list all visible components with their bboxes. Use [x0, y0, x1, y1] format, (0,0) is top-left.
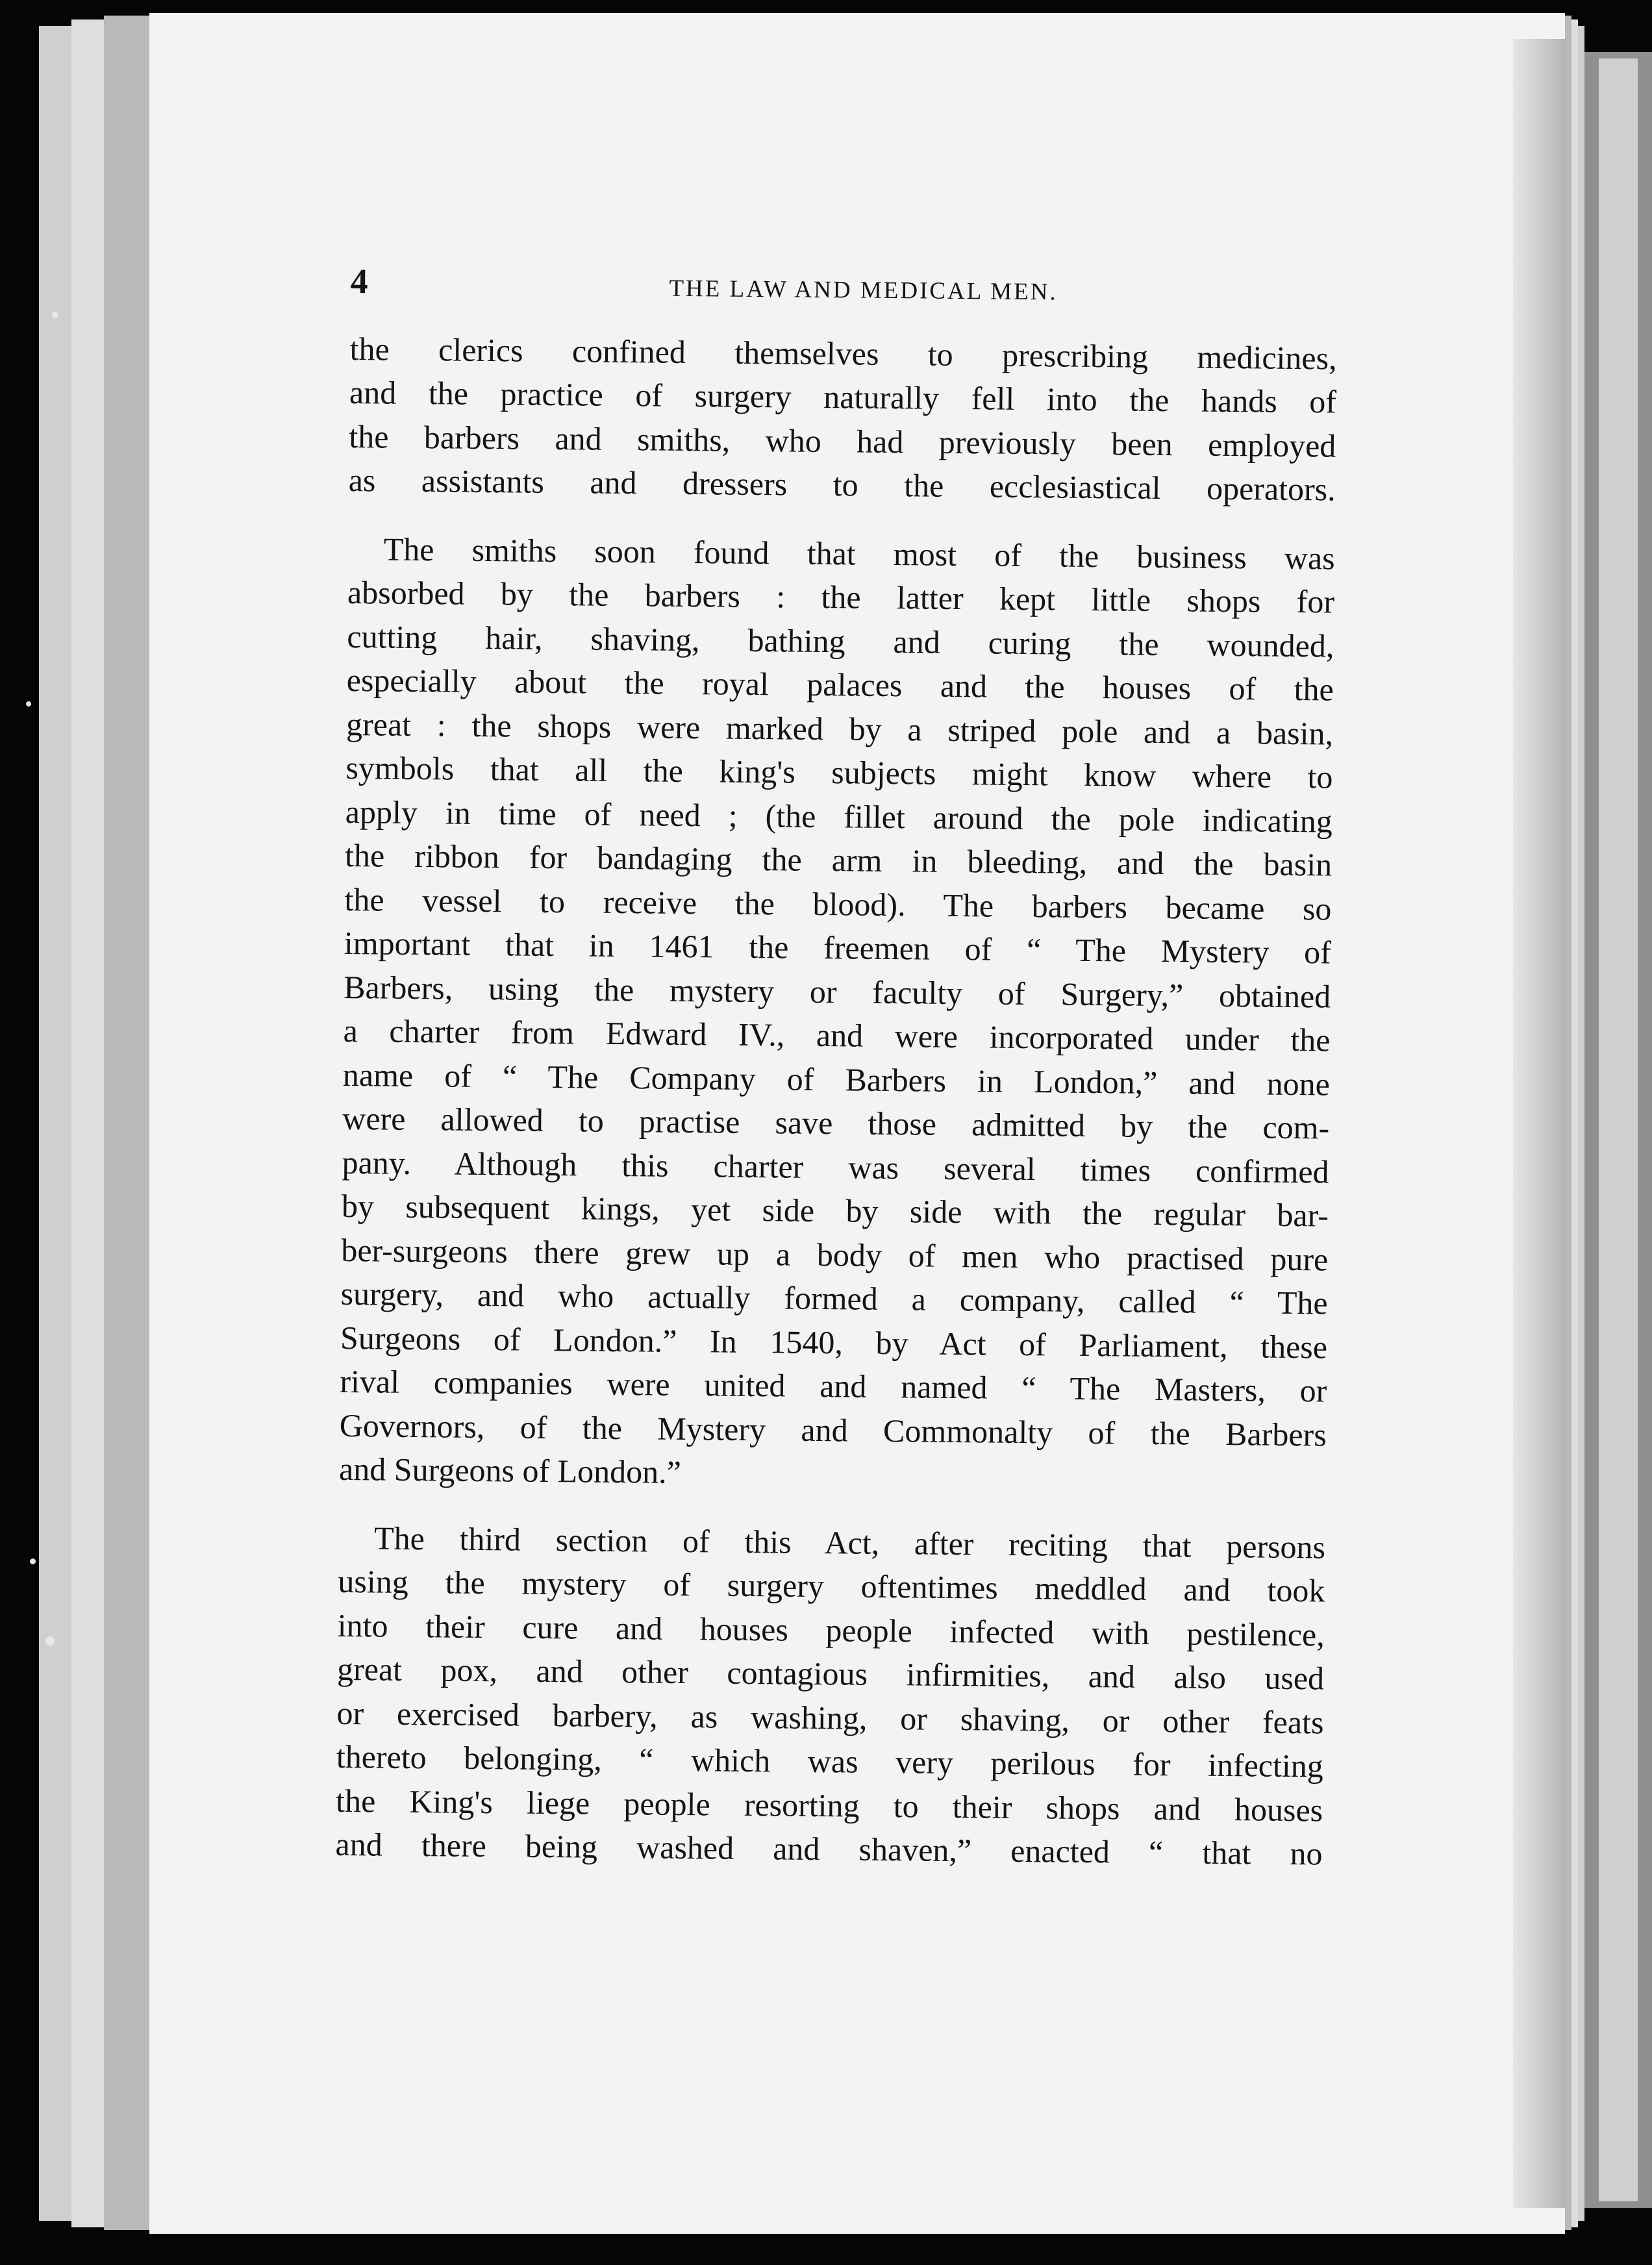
page-gutter-shadow: [1513, 39, 1565, 2208]
text-line: and Surgeons of London.”: [338, 1450, 682, 1490]
text-line: great : the shops were marked by a striped pole and a basin,: [345, 705, 1334, 752]
text-line: cutting hair, shaving, bathing and curing the wounded,: [347, 618, 1334, 664]
margin-speck: [30, 1558, 36, 1564]
text-line: name of “ The Company of Barbers in London,” and none: [342, 1056, 1331, 1103]
paragraph: [339, 527, 1335, 1501]
text-line: Surgeons of London.” In 1540, by Act of Parliament, these: [340, 1319, 1328, 1366]
text-line: the clerics confined themselves to prescribing medicines,: [349, 330, 1337, 377]
margin-speck: [52, 312, 58, 318]
text-line: apply in time of need ; (the fillet around the pole indicating: [345, 793, 1333, 840]
text-line: ber-surgeons there grew up a body of men who practised pure: [341, 1231, 1329, 1278]
text-line: The smiths soon found that most of the business was: [383, 531, 1335, 577]
text-line: the King's liege people resorting to their shops and houses: [335, 1782, 1323, 1828]
text-line: were allowed to practise save those admitted by the com-: [342, 1099, 1330, 1146]
text-line: the ribbon for bandaging the arm in bleeding, and the basin: [344, 836, 1333, 883]
text-line: and the practice of surgery naturally fell into the hands of: [349, 373, 1337, 420]
text-line: the vessel to receive the blood). The barbers became so: [344, 881, 1332, 927]
text-line: thereto belonging, “ which was very perilous for infecting: [336, 1738, 1324, 1784]
text-line: into their cure and houses people infected with pestilence,: [337, 1607, 1325, 1653]
text-line: the barbers and smiths, who had previously been employed: [349, 418, 1336, 464]
text-line: great pox, and other contagious infirmities, and also used: [336, 1650, 1325, 1697]
text-line: as assistants and dressers to the ecclesiastical operators.: [348, 461, 1336, 508]
text-line: pany. Although this charter was several times confirmed: [342, 1144, 1329, 1190]
text-line: a charter from Edward IV., and were incorporated under the: [343, 1012, 1331, 1058]
text-line: Barbers, using the mystery or faculty of Surgery,” obtained: [343, 968, 1331, 1015]
text-line: using the mystery of surgery oftentimes meddled and took: [338, 1562, 1325, 1609]
text-line: rival companies were united and named “ The Masters, or: [340, 1362, 1327, 1409]
margin-speck: [26, 701, 31, 707]
text-line: by subsequent kings, yet side by side with the regular bar-: [341, 1187, 1329, 1234]
paragraph: [335, 1516, 1325, 1876]
text-line: The third section of this Act, after reciting that persons: [373, 1519, 1326, 1565]
text-line: or exercised barbery, as washing, or shaving, or other feats: [336, 1694, 1324, 1740]
running-title: THE LAW AND MEDICAL MEN.: [669, 275, 1058, 306]
text-line: surgery, and who actually formed a company, called “ The: [340, 1275, 1328, 1321]
text-line: and there being washed and shaven,” enacted “ that no: [335, 1825, 1323, 1872]
paragraph: [348, 327, 1337, 512]
page-content: [335, 260, 1338, 1876]
text-line: Governors, of the Mystery and Commonalty of the Barbers: [339, 1407, 1327, 1453]
page-number: 4: [350, 261, 368, 301]
margin-speck: [45, 1636, 55, 1646]
text-line: especially about the royal palaces and the houses of the: [346, 661, 1334, 708]
page-header: [350, 260, 1338, 317]
text-line: important that in 1461 the freemen of “ The Mystery of: [344, 924, 1332, 971]
text-line: symbols that all the king's subjects might know where to: [345, 749, 1333, 795]
adjacent-page-edge: [1599, 58, 1638, 2201]
text-line: absorbed by the barbers : the latter kept little shops for: [347, 573, 1335, 620]
